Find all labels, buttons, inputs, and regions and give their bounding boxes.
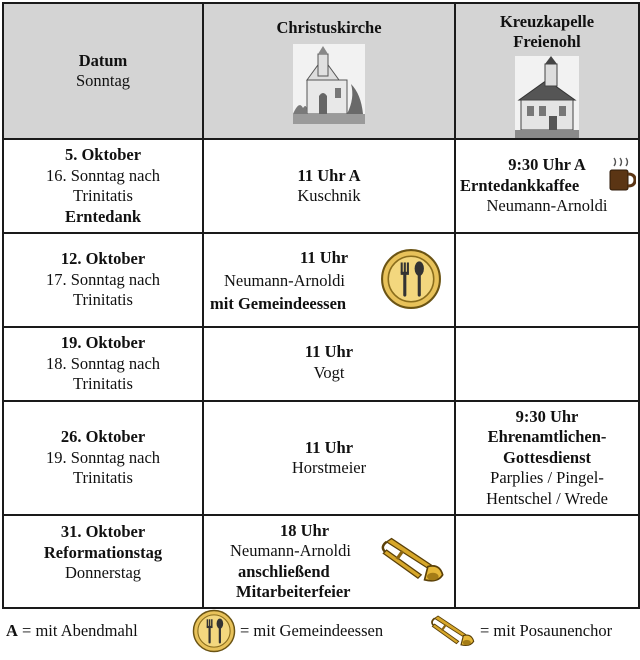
service-pastor: Neumann-Arnoldi	[230, 541, 351, 560]
plate-fork-spoon-icon	[192, 609, 236, 653]
service-time: 11 Uhr	[304, 342, 354, 361]
legend-a-text: = mit Abendmahl	[17, 621, 138, 640]
row-date: 5. Oktober	[64, 145, 142, 164]
christuskirche-cell	[203, 515, 455, 608]
kreuzkapelle-cell	[455, 401, 639, 515]
legend-a-key: A	[6, 621, 18, 640]
service-pastor: Neumann-Arnoldi	[224, 270, 345, 290]
legend-meal-text: = mit Gemeindeessen	[240, 621, 384, 640]
service-pastor: Vogt	[313, 362, 345, 382]
table-row	[3, 327, 639, 401]
service-schedule-table	[2, 2, 640, 609]
table-row	[3, 233, 639, 327]
header-church2-cell	[455, 3, 639, 139]
row-occasion: 18. Sonntag nach	[45, 353, 161, 373]
table-row	[3, 139, 639, 233]
date-cell	[3, 139, 203, 233]
service-time: 11 Uhr A	[297, 165, 361, 185]
service-time: 11 Uhr	[300, 247, 349, 267]
legend-abendmahl	[6, 606, 138, 656]
kreuzkapelle-cell	[455, 515, 639, 608]
legend-posaunenchor	[430, 606, 612, 656]
christuskirche-cell	[203, 139, 455, 233]
coffee-cup-icon	[608, 156, 636, 194]
date-cell	[3, 233, 203, 327]
row-occasion: 16. Sonntag nach	[45, 165, 161, 185]
row-date: 19. Oktober	[60, 333, 146, 353]
legend	[0, 606, 640, 656]
header-datum: Datum	[78, 50, 128, 70]
service-time: 11 Uhr	[304, 437, 354, 457]
date-cell	[3, 401, 203, 515]
table-header-row	[3, 3, 639, 139]
row-occasion: Trinitatis	[73, 374, 133, 394]
service-note: anschließend	[238, 561, 330, 581]
row-date: 12. Oktober	[60, 249, 146, 269]
header-sonntag: Sonntag	[75, 71, 131, 90]
service-pastor: Hentschel / Wrede	[486, 488, 608, 508]
row-occasion-title: Reformationstag	[43, 542, 163, 562]
legend-trombone-text: = mit Posaunenchor	[480, 621, 613, 640]
service-pastor: Neumann-Arnoldi	[486, 196, 608, 216]
service-event: Ehrenamtlichen-	[487, 427, 607, 447]
christuskirche-cell	[203, 233, 455, 327]
service-note: mit Gemeindeessen	[210, 293, 347, 313]
legend-gemeindeessen	[192, 606, 383, 656]
kreuzkapelle-cell	[455, 327, 639, 401]
service-time: 18 Uhr	[280, 520, 330, 540]
kreuzkapelle-cell	[455, 139, 639, 233]
service-time: 9:30 Uhr A	[508, 155, 586, 175]
service-pastor: Parplies / Pingel-	[490, 468, 604, 488]
row-occasion: Trinitatis	[73, 468, 133, 488]
row-occasion: Trinitatis	[73, 186, 133, 205]
header-church2-line1: Kreuzkapelle	[499, 12, 595, 31]
date-cell	[3, 515, 203, 608]
row-occasion: Trinitatis	[73, 290, 133, 310]
trombone-icon	[430, 611, 476, 651]
kreuzkapelle-cell	[455, 233, 639, 327]
service-pastor: Horstmeier	[291, 458, 367, 477]
service-note: Mitarbeiterfeier	[236, 582, 351, 601]
kreuzkapelle-photo	[515, 56, 579, 138]
row-date: 26. Oktober	[60, 427, 146, 447]
header-church1-title: Christuskirche	[276, 18, 382, 37]
row-occasion-title: Erntedank	[64, 206, 142, 226]
plate-fork-spoon-icon	[380, 248, 442, 310]
service-event: Gottesdienst	[503, 447, 591, 467]
row-occasion: 17. Sonntag nach	[45, 269, 161, 289]
header-church2-line2: Freienohl	[513, 32, 581, 51]
christuskirche-photo	[293, 44, 365, 124]
row-occasion: 19. Sonntag nach	[45, 447, 161, 467]
row-occasion: Donnerstag	[64, 563, 142, 582]
service-pastor: Kuschnik	[297, 186, 361, 205]
trombone-icon	[380, 530, 446, 590]
date-cell	[3, 327, 203, 401]
row-date: 31. Oktober	[60, 522, 146, 541]
header-church1-cell	[203, 3, 455, 139]
christuskirche-cell	[203, 327, 455, 401]
service-time: 9:30 Uhr	[515, 406, 579, 426]
table-row	[3, 401, 639, 515]
table-row	[3, 515, 639, 608]
christuskirche-cell	[203, 401, 455, 515]
service-event: Erntedankkaffee	[460, 175, 580, 195]
header-date-cell	[3, 3, 203, 139]
